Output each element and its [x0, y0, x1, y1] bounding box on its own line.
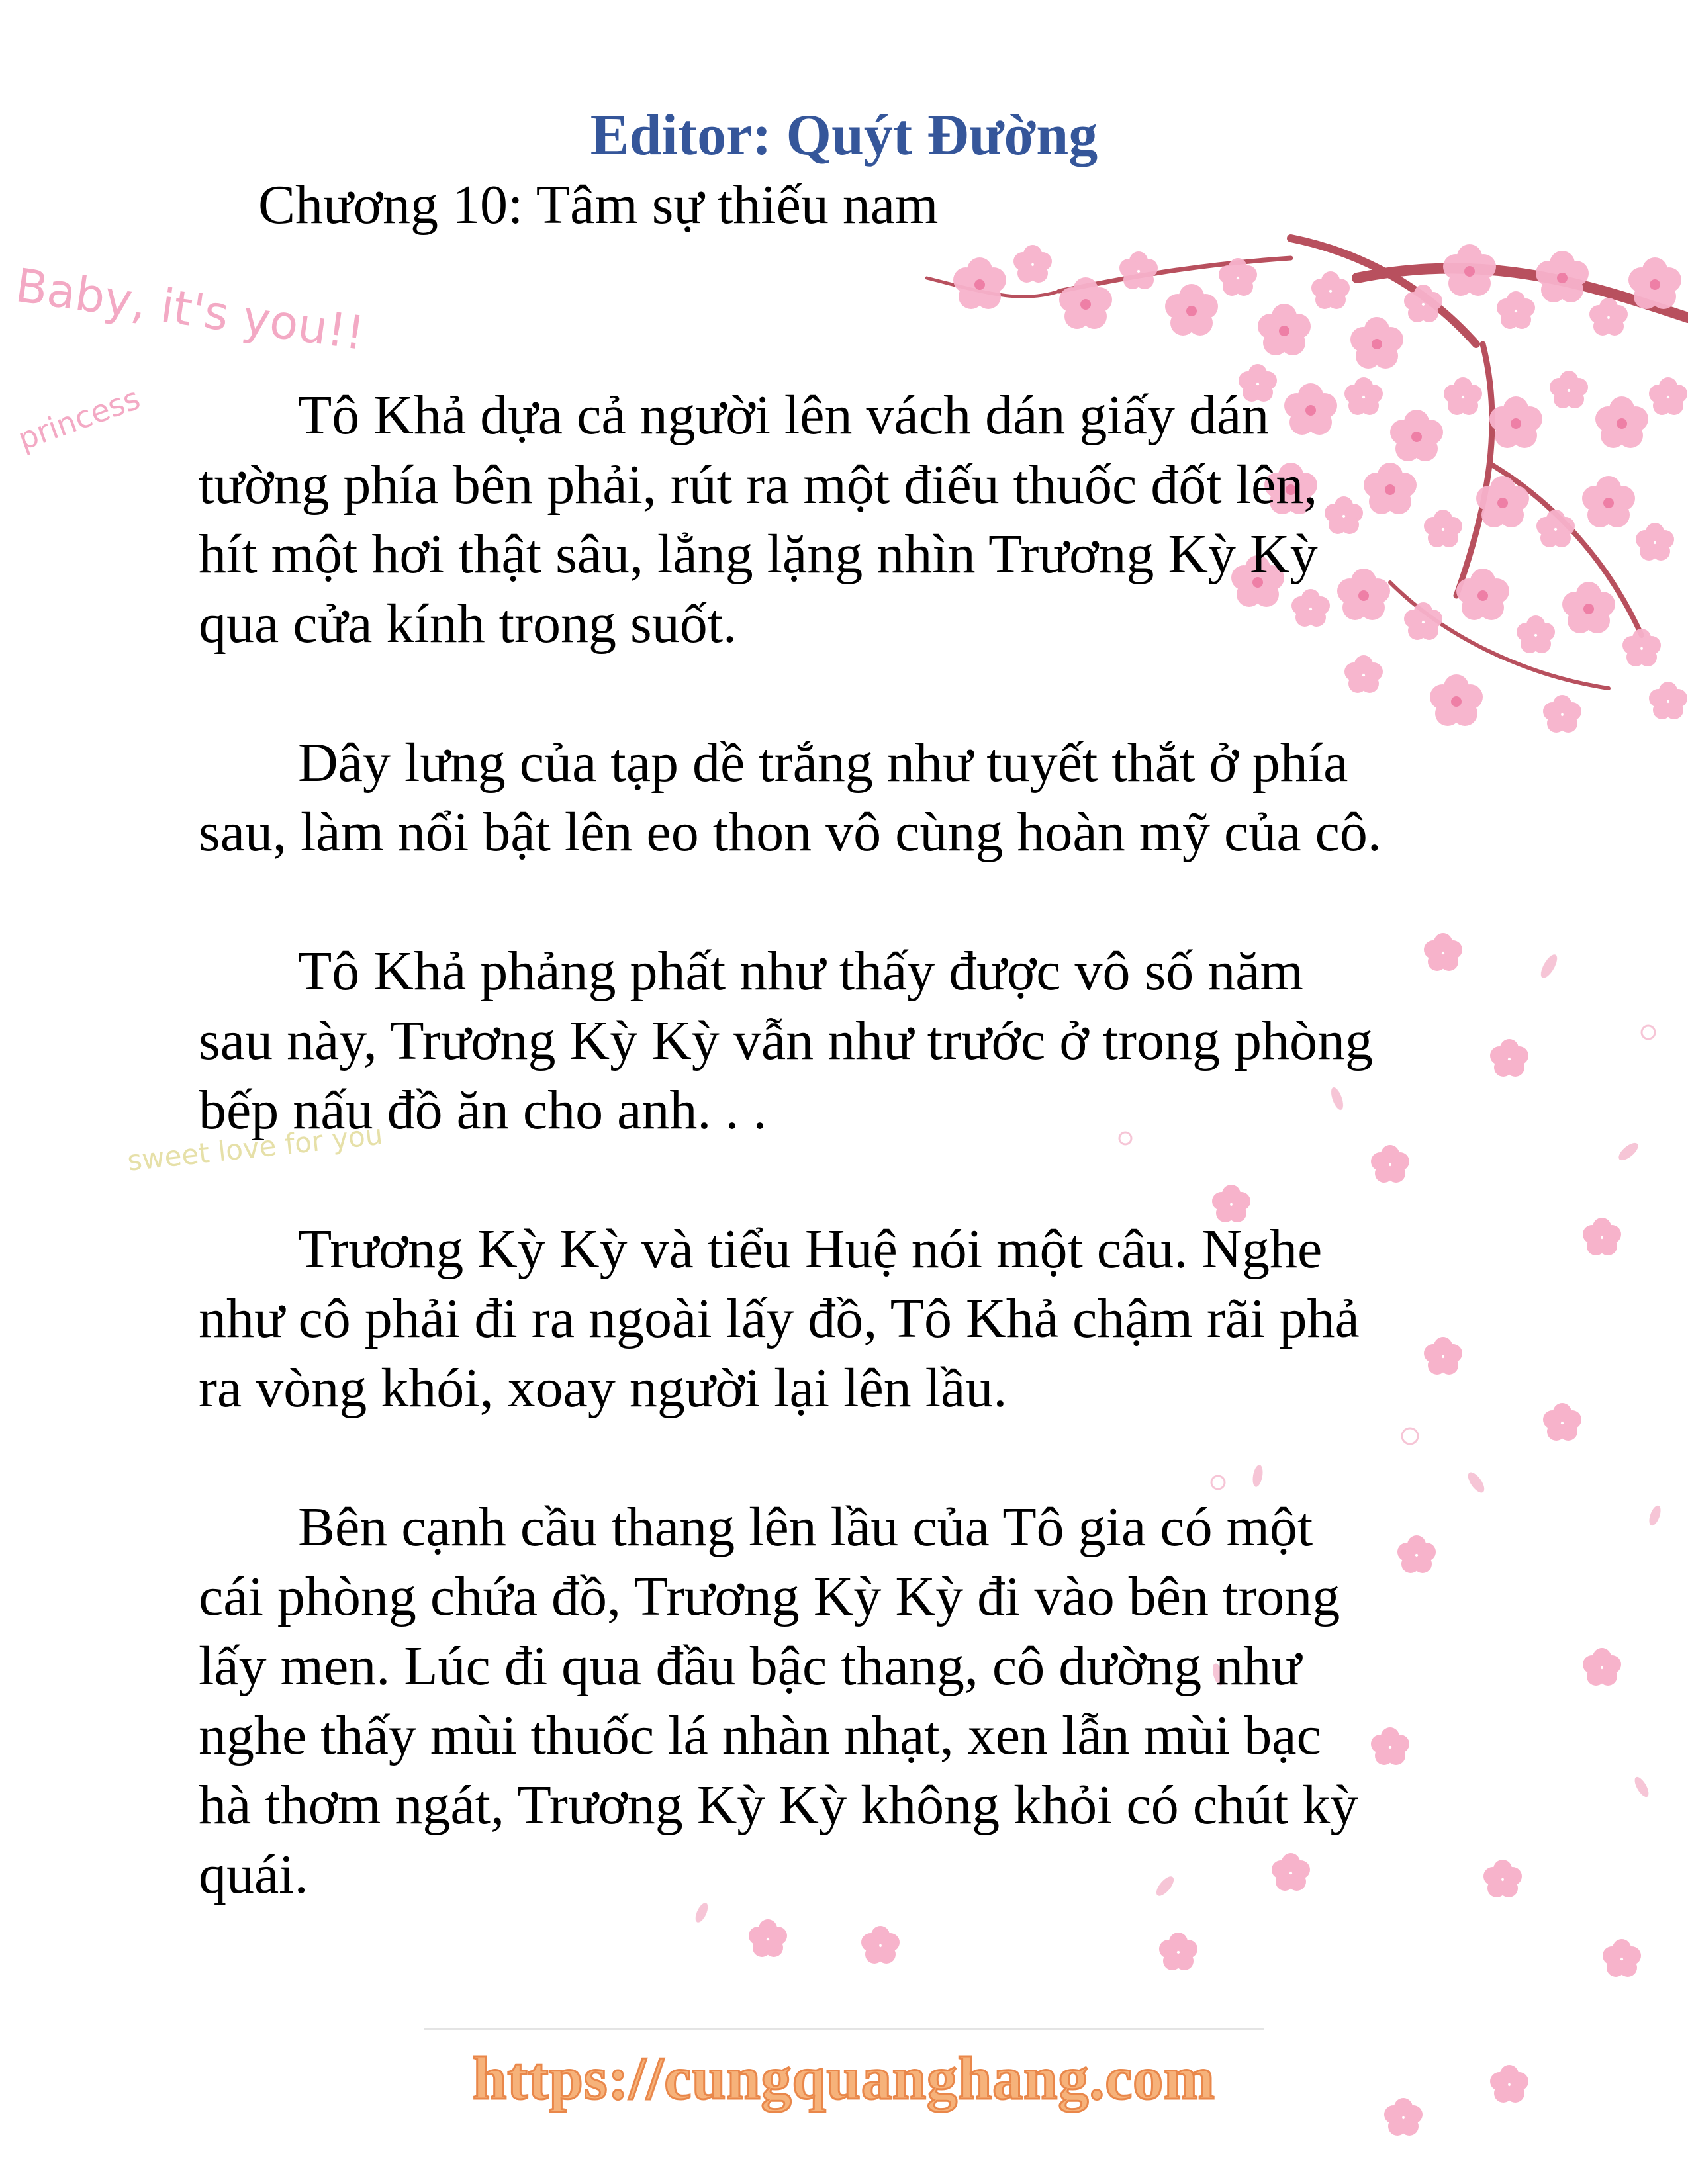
paragraph-4	[199, 1214, 1509, 1423]
chapter-title: Chương 10: Tâm sự thiếu nam	[258, 174, 939, 236]
text-line: qua cửa kính trong suốt.	[199, 593, 737, 655]
text-line: như cô phải đi ra ngoài lấy đồ, Tô Khả chậm rãi phả	[199, 1288, 1360, 1349]
text-line: ra vòng khói, xoay người lại lên lầu.	[199, 1357, 1008, 1419]
text-line: Tô Khả phảng phất như thấy được vô số năm	[298, 940, 1303, 1002]
deco-script-sweet: sweet love for you	[126, 1118, 385, 1177]
text-line: lấy men. Lúc đi qua đầu bậc thang, cô dường như	[199, 1635, 1301, 1697]
editor-credit: Editor: Quýt Đường	[590, 103, 1098, 167]
paragraph-3	[199, 936, 1509, 1145]
text-line: nghe thấy mùi thuốc lá nhàn nhạt, xen lẫn mùi bạc	[199, 1705, 1321, 1766]
paragraph-2	[199, 728, 1509, 867]
text-line: Trương Kỳ Kỳ và tiểu Huệ nói một câu. Nghe	[298, 1218, 1323, 1280]
deco-script-baby: Baby, it's you!!	[12, 258, 368, 361]
footer-website-link[interactable]: https://cungquanghang.com	[473, 2044, 1215, 2112]
text-line: hít một hơi thật sâu, lẳng lặng nhìn Trương Kỳ Kỳ	[199, 523, 1318, 585]
paragraph-5	[199, 1492, 1509, 1909]
text-line: tường phía bên phải, rút ra một điếu thuốc đốt lên,	[199, 454, 1318, 516]
text-line: Dây lưng của tạp dề trắng như tuyết thắt ở phía	[298, 732, 1348, 794]
text-line: quái.	[199, 1844, 308, 1905]
text-line: bếp nấu đồ ăn cho anh. . .	[199, 1079, 767, 1141]
text-line: sau, làm nổi bật lên eo thon vô cùng hoàn mỹ của cô.	[199, 801, 1382, 863]
text-line: hà thơm ngát, Trương Kỳ Kỳ không khỏi có chút kỳ	[199, 1774, 1358, 1836]
footer-divider	[424, 2028, 1264, 2030]
text-line: Tô Khả dựa cả người lên vách dán giấy dán	[298, 385, 1270, 446]
text-line: cái phòng chứa đồ, Trương Kỳ Kỳ đi vào bên trong	[199, 1566, 1340, 1627]
text-line: sau này, Trương Kỳ Kỳ vẫn như trước ở trong phòng	[199, 1010, 1373, 1071]
deco-script-princess: princess	[13, 380, 145, 457]
text-line: Bên cạnh cầu thang lên lầu của Tô gia có một	[298, 1496, 1313, 1558]
paragraph-1	[199, 381, 1509, 659]
